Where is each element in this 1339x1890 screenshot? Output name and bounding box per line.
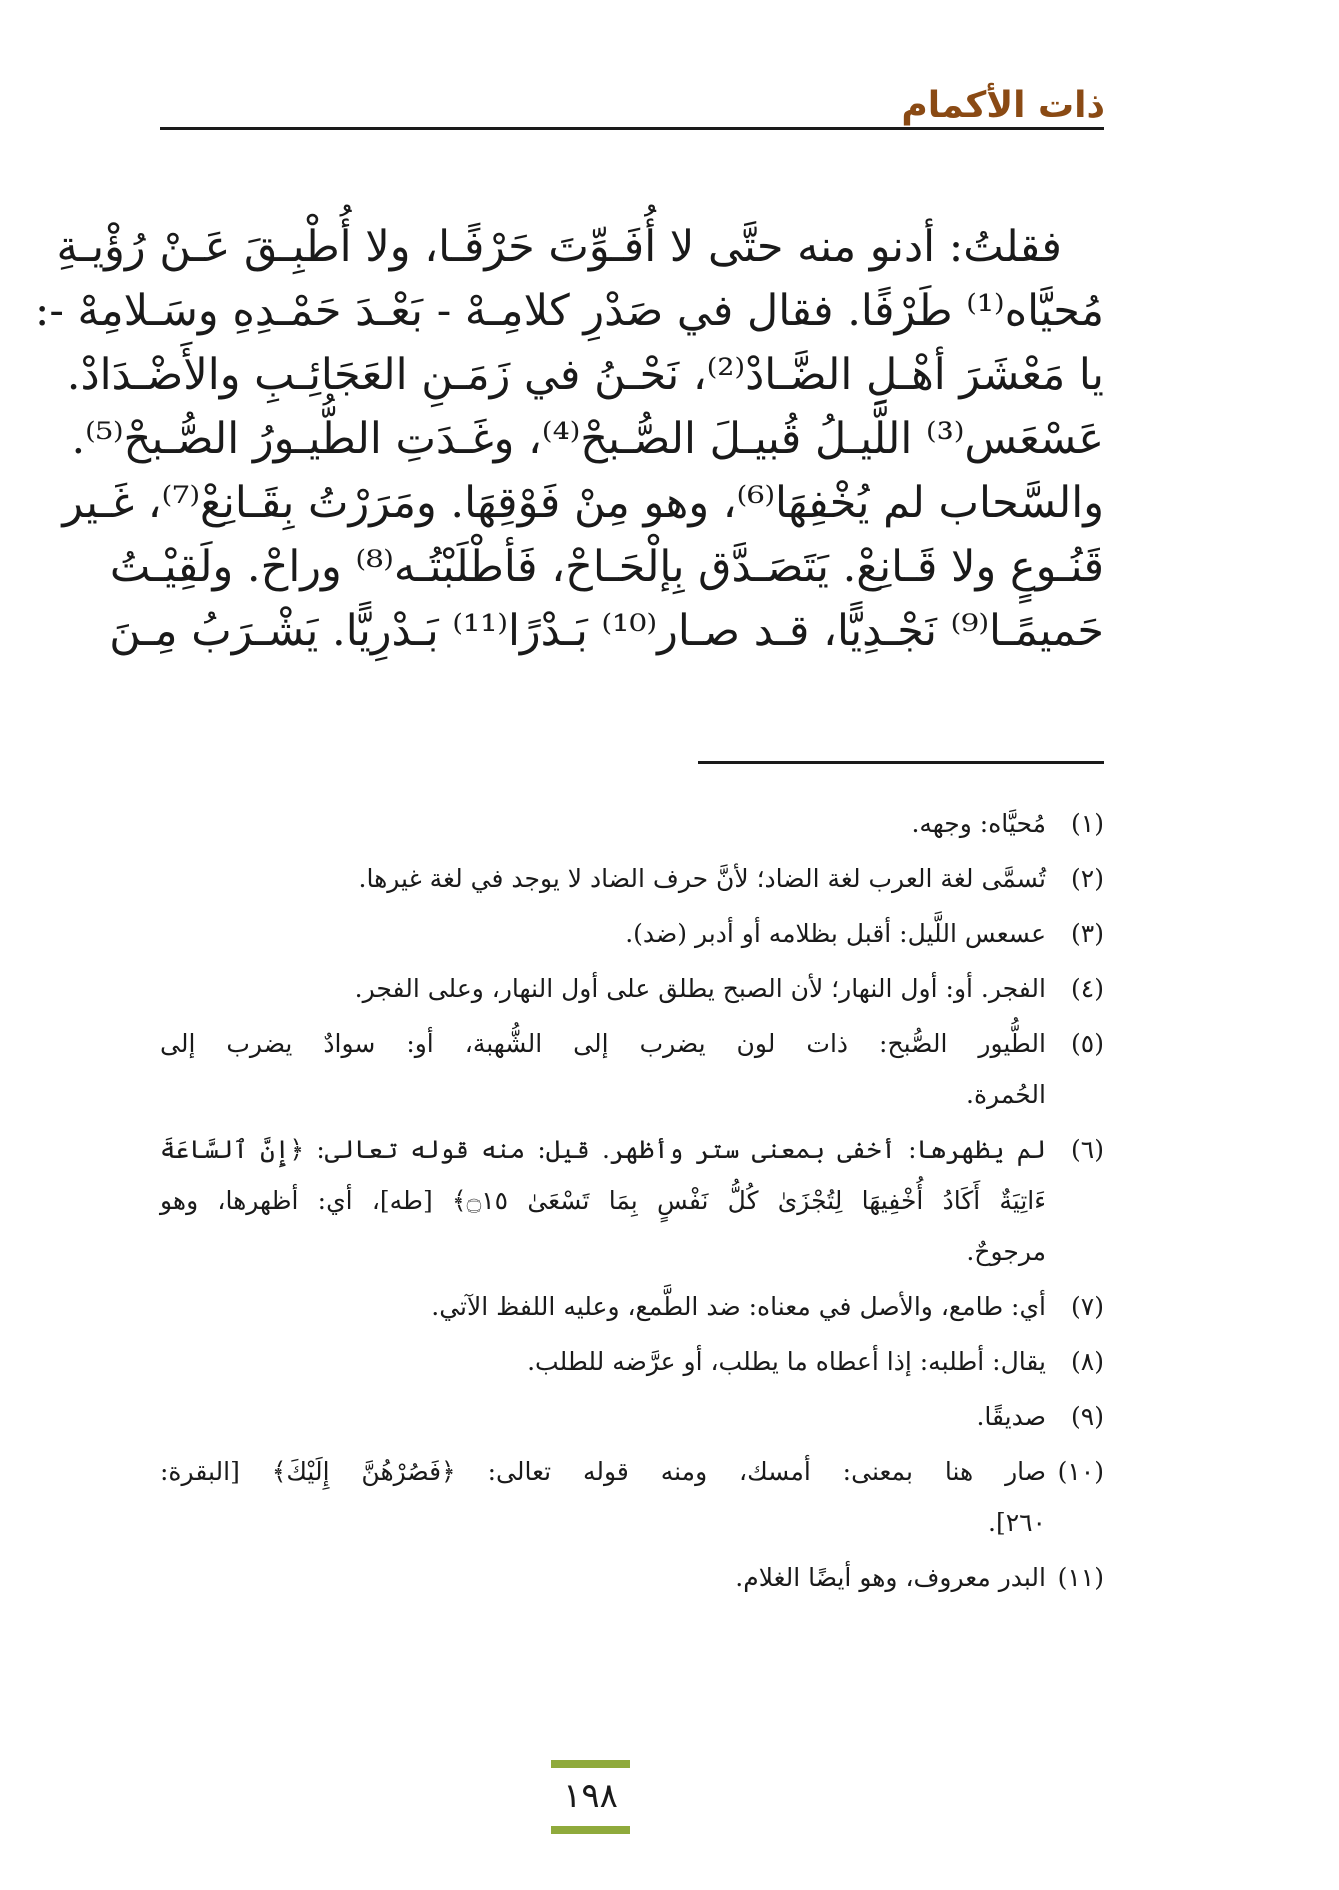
footnote-text bbox=[160, 853, 1046, 904]
footnote-number: (٤) bbox=[1071, 974, 1104, 1003]
footnote-number: (٢) bbox=[1071, 864, 1104, 893]
footnote-item bbox=[160, 1552, 1104, 1603]
footnote-item bbox=[160, 1446, 1104, 1548]
footnote-line: عسعس اللَّيل: أقبل بظلامه أو أدبر (ضد). bbox=[625, 919, 1046, 948]
footnote-line: الحُمرة. bbox=[966, 1080, 1046, 1109]
main-text-line: يا مَعْشَرَ أهْـلِ الضَّـادْ⁽²⁾، نَحْـنُ في زَمَـنِ العَجَائِـبِ والأَضْـدَادْ. bbox=[66, 350, 1104, 400]
footer-accent-bar-top bbox=[551, 1760, 630, 1768]
footnote-item bbox=[160, 853, 1104, 904]
footnote-line: مُحيَّاه: وجهه. bbox=[911, 809, 1046, 838]
footer-accent-bar-bottom bbox=[551, 1826, 630, 1834]
footnote-line: لم يظهرها: أخفى بمعنى ستر وأظهر. قيل: منه قوله تعالى: ﴿إِنَّ ٱلسَّاعَةَ bbox=[160, 1135, 1046, 1164]
footnote-text bbox=[160, 1281, 1046, 1332]
footnote-text bbox=[160, 798, 1046, 849]
footnote-line: صار هنا بمعنى: أمسك، ومنه قوله تعالى: ﴿فَصُرْهُنَّ إِلَيْكَ﴾ [البقرة: bbox=[160, 1457, 1046, 1486]
footnote-text bbox=[160, 1391, 1046, 1442]
footnote-item bbox=[160, 1124, 1104, 1277]
footnote-item bbox=[160, 1336, 1104, 1387]
main-text-line: والسَّحاب لم يُخْفِهَا⁽⁶⁾، وهو مِنْ فَوْقِهَا. ومَرَرْتُ بِقَـانِعْ⁽⁷⁾، غَـير bbox=[62, 478, 1104, 528]
footnote-line: أي: طامع، والأصل في معناه: ضد الطَّمع، وعليه اللفظ الآتي. bbox=[431, 1292, 1046, 1321]
footnote-text bbox=[160, 1124, 1046, 1277]
running-header-title: ذات الأكمام bbox=[901, 85, 1105, 126]
footnote-text bbox=[160, 1018, 1046, 1120]
footnotes-list bbox=[160, 798, 1104, 1607]
main-text-line: عَسْعَس⁽³⁾ اللَّيـلُ قُبيـلَ الصُّـبحْ⁽⁴⁾، وغَـدَتِ الطُّيـورُ الصُّـبحْ⁽⁵⁾. bbox=[71, 414, 1104, 464]
footnote-text bbox=[160, 1552, 1046, 1603]
footnote-line: الطُّيور الصُّبح: ذات لون يضرب إلى الشُّهبة، أو: سوادٌ يضرب إلى bbox=[160, 1029, 1046, 1058]
main-text-line: حَميمًـا⁽⁹⁾ نَجْـدِيًّا، قـد صـار⁽¹⁰⁾ بَـدْرًا⁽¹¹⁾ بَـدْرِيًّا. يَشْـرَبُ مِـنَ bbox=[109, 606, 1104, 656]
main-text-line: مُحيَّاه⁽¹⁾ طَرْفًا. فقال في صَدْرِ كلامِـهْ - بَعْـدَ حَمْـدِهِ وسَـلامِهْ -: bbox=[34, 286, 1104, 336]
footnote-item bbox=[160, 1018, 1104, 1120]
footnote-line: مرجوحٌ. bbox=[966, 1237, 1046, 1266]
footnote-number: (٩) bbox=[1071, 1402, 1104, 1431]
footnote-number: (٥) bbox=[1071, 1029, 1104, 1058]
footnote-number: (٣) bbox=[1071, 919, 1104, 948]
footnote-number: (٧) bbox=[1071, 1292, 1104, 1321]
footnote-separator bbox=[698, 761, 1104, 764]
footnote-item bbox=[160, 1391, 1104, 1442]
footnote-number: (١١) bbox=[1057, 1563, 1104, 1592]
footnote-number: (١) bbox=[1071, 809, 1104, 838]
footnote-item bbox=[160, 1281, 1104, 1332]
footnote-text bbox=[160, 908, 1046, 959]
footnote-line: البدر معروف، وهو أيضًا الغلام. bbox=[735, 1563, 1046, 1592]
main-text-line: فقلتُ: أدنو منه حتَّى لا أُفَـوِّتَ حَرْفًـا، ولا أُطْبِـقَ عَـنْ رُؤْيـةِ bbox=[56, 222, 1062, 272]
footnote-line: الفجر. أو: أول النهار؛ لأن الصبح يطلق على أول النهار، وعلى الفجر. bbox=[354, 974, 1046, 1003]
footnote-line: صديقًا. bbox=[976, 1402, 1046, 1431]
footnote-text bbox=[160, 1336, 1046, 1387]
footnote-number: (٦) bbox=[1071, 1135, 1104, 1164]
footnote-text bbox=[160, 1446, 1046, 1548]
main-text-body bbox=[34, 215, 1104, 663]
header-rule bbox=[160, 127, 1104, 130]
footnote-line: ٢٦٠]. bbox=[988, 1508, 1046, 1537]
main-text-line: قَنُـوعٍ ولا قَـانِعْ. يَتَصَـدَّق بِإلْحَـاحْ، فَأطْلَبْتُـه⁽⁸⁾ وراحْ. ولَقِيْـتُ bbox=[109, 542, 1104, 592]
footnote-line: ءَاتِيَةٌ أَكَادُ أُخْفِيهَا لِتُجْزَىٰ كُلُّ نَفْسٍ بِمَا تَسْعَىٰ ۝١٥﴾ [طه]، أي: أظهرها، وهو bbox=[160, 1186, 1047, 1215]
footnote-item bbox=[160, 908, 1104, 959]
footnote-number: (١٠) bbox=[1057, 1457, 1104, 1486]
footnote-text bbox=[160, 963, 1046, 1014]
footnote-line: يقال: أطلبه: إذا أعطاه ما يطلب، أو عرَّضه للطلب. bbox=[527, 1347, 1046, 1376]
page-number: ١٩٨ bbox=[563, 1776, 618, 1816]
footnote-item bbox=[160, 798, 1104, 849]
footnote-line: تُسمَّى لغة العرب لغة الضاد؛ لأنَّ حرف الضاد لا يوجد في لغة غيرها. bbox=[358, 864, 1046, 893]
footnote-item bbox=[160, 963, 1104, 1014]
footnote-number: (٨) bbox=[1071, 1347, 1104, 1376]
